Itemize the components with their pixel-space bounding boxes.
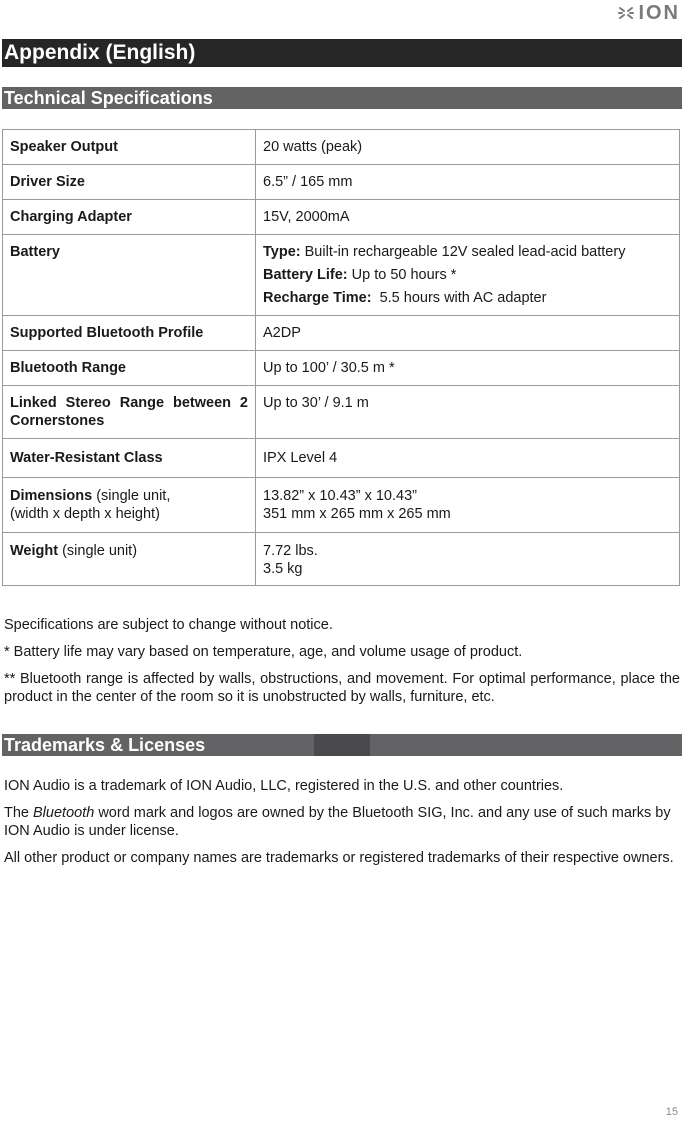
spec-label: Water-Resistant Class	[3, 439, 256, 478]
dimensions-imperial: 13.82” x 10.43” x 10.43”	[263, 488, 417, 504]
spec-notes	[4, 616, 680, 715]
battery-life	[263, 266, 672, 284]
battery-life-value: Up to 50 hours *	[347, 267, 457, 283]
spec-value: Up to 100’ / 30.5 m *	[256, 351, 680, 386]
spec-value	[256, 478, 680, 533]
ion-burst-icon	[618, 5, 634, 21]
trademark-paragraph	[4, 804, 680, 840]
trademark-paragraph: All other product or company names are trademarks or registered trademarks of their respective owners.	[4, 850, 674, 866]
spec-label	[3, 478, 256, 533]
table-row	[3, 200, 680, 235]
table-row	[3, 478, 680, 533]
weight-metric: 3.5 kg	[263, 561, 303, 577]
trademark-p2-post: word mark and logos are owned by the Bluetooth SIG, Inc. and any use of such marks by ION Audio is under license.	[4, 805, 671, 839]
spec-value	[256, 235, 680, 316]
table-row	[3, 235, 680, 316]
spec-value: 6.5” / 165 mm	[256, 165, 680, 200]
trademarks-heading-text: Trademarks & Licenses	[4, 735, 206, 755]
brand-logo	[618, 4, 680, 22]
dimensions-label-bold: Dimensions	[10, 488, 93, 504]
spec-table	[2, 129, 680, 586]
battery-type-value: Built-in rechargeable 12V sealed lead-acid battery	[300, 244, 626, 260]
spec-note: * Battery life may vary based on temperature, age, and volume usage of product.	[4, 644, 523, 660]
spec-value: Up to 30’ / 9.1 m	[256, 386, 680, 439]
logo-text: ION	[638, 2, 680, 24]
spec-label: Linked Stereo Range between 2 Cornerstones	[3, 386, 256, 439]
appendix-title: Appendix (English)	[2, 39, 682, 67]
page-number: 15	[665, 1106, 678, 1118]
trademark-paragraph: ION Audio is a trademark of ION Audio, LLC, registered in the U.S. and other countries.	[4, 778, 564, 794]
dimensions-label-line2: (width x depth x height)	[10, 506, 160, 522]
table-row	[3, 439, 680, 478]
recharge-time-label: Recharge Time:	[263, 290, 372, 306]
weight-imperial: 7.72 lbs.	[263, 543, 318, 559]
spec-label: Supported Bluetooth Profile	[3, 316, 256, 351]
table-row	[3, 351, 680, 386]
tech-specs-heading	[2, 87, 682, 109]
spec-label: Bluetooth Range	[3, 351, 256, 386]
spec-label	[3, 533, 256, 586]
weight-label-bold: Weight	[10, 543, 59, 559]
dimensions-label-note: (single unit,	[92, 488, 171, 504]
spec-label: Speaker Output	[3, 130, 256, 165]
spec-note: Specifications are subject to change without notice.	[4, 617, 333, 633]
spec-value: A2DP	[256, 316, 680, 351]
battery-type	[263, 243, 672, 261]
table-row	[3, 533, 680, 586]
dimensions-metric: 351 mm x 265 mm x 265 mm	[263, 506, 451, 522]
trademarks-heading	[2, 734, 682, 756]
tech-specs-heading-text: Technical Specifications	[4, 88, 213, 108]
spec-value: IPX Level 4	[256, 439, 680, 478]
battery-type-label: Type:	[263, 244, 301, 260]
heading-accent-block	[314, 734, 370, 756]
table-row	[3, 130, 680, 165]
battery-recharge	[263, 289, 672, 307]
table-row	[3, 165, 680, 200]
spec-value	[256, 533, 680, 586]
spec-note: ** Bluetooth range is affected by walls, obstructions, and movement. For optimal performance, place the product in the center of the room so it is unobstructed by walls, furniture, etc.	[4, 671, 680, 705]
table-row	[3, 386, 680, 439]
trademarks-text	[4, 777, 680, 876]
spec-label: Driver Size	[3, 165, 256, 200]
battery-life-label: Battery Life:	[263, 267, 348, 283]
spec-value: 15V, 2000mA	[256, 200, 680, 235]
recharge-time-value: 5.5 hours with AC adapter	[371, 290, 547, 306]
trademark-p2-pre: The	[4, 805, 34, 821]
spec-value: 20 watts (peak)	[256, 130, 680, 165]
trademark-p2-italic: Bluetooth	[33, 805, 95, 821]
spec-label: Charging Adapter	[3, 200, 256, 235]
weight-label-note: (single unit)	[58, 543, 138, 559]
spec-label: Battery	[3, 235, 256, 316]
table-row	[3, 316, 680, 351]
